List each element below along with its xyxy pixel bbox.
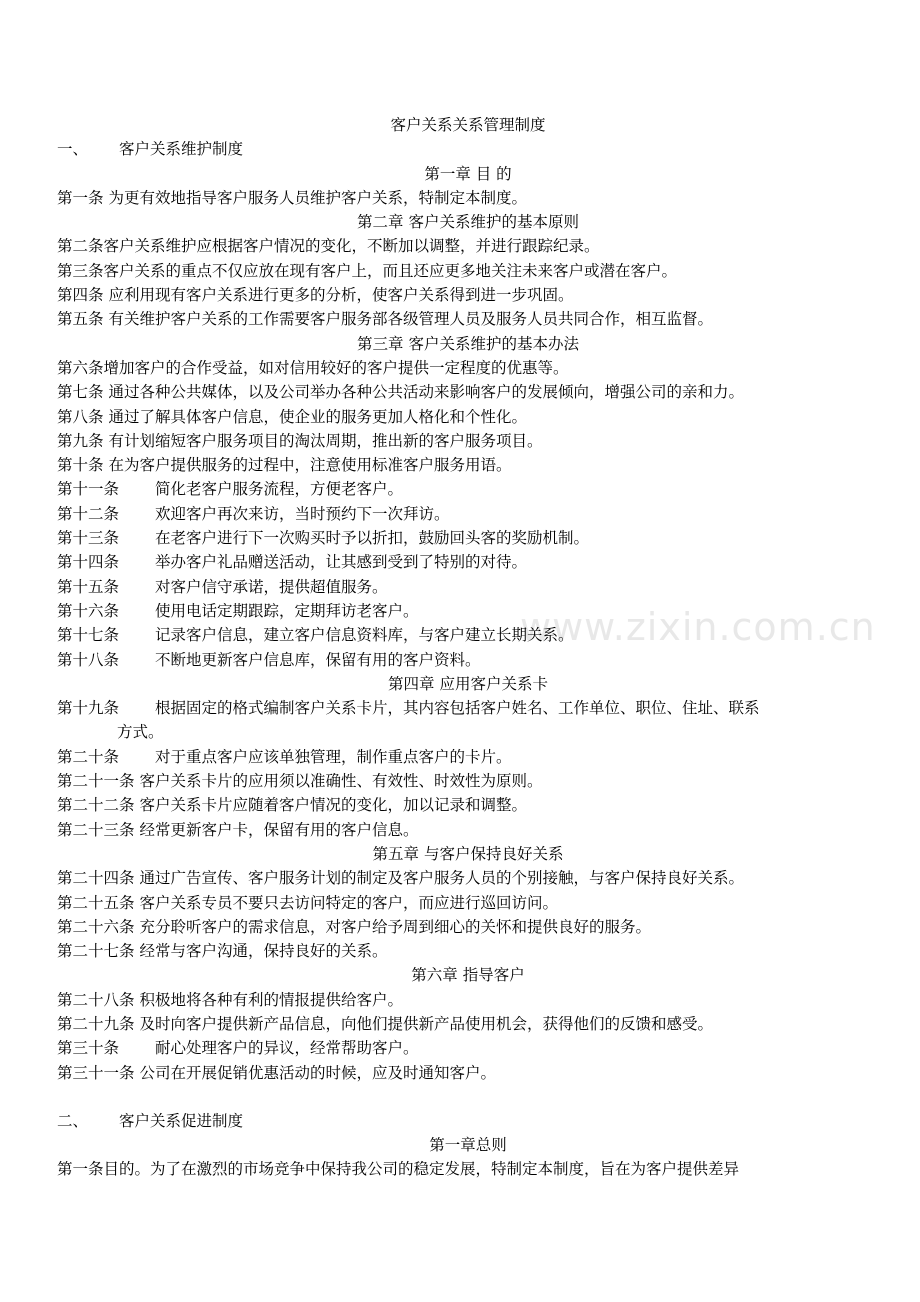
article-number: 第六条 bbox=[57, 358, 104, 377]
article-text: 欢迎客户再次来访，当时预约下一次拜访。 bbox=[155, 504, 450, 523]
article-text: 及时向客户提供新产品信息，向他们提供新产品使用机会，获得他们的反馈和感受。 bbox=[139, 1014, 713, 1033]
article bbox=[57, 793, 879, 817]
article-number: 第七条 bbox=[57, 383, 104, 402]
article-text: 通过广告宣传、客户服务计划的制定及客户服务人员的个别接触，与客户保持良好关系。 bbox=[139, 869, 744, 888]
section-heading bbox=[57, 1109, 879, 1133]
article bbox=[57, 186, 879, 210]
article-text: 客户关系的重点不仅应放在现有客户上，而且还应更多地关注未来客户或潜在客户。 bbox=[103, 261, 678, 280]
article-text: 对于重点客户应该单独管理，制作重点客户的卡片。 bbox=[155, 747, 512, 766]
article bbox=[57, 1061, 879, 1085]
article-number: 第二十八条 bbox=[57, 990, 135, 1009]
article-text: 积极地将各种有利的情报提供给客户。 bbox=[139, 990, 403, 1009]
article bbox=[57, 745, 879, 769]
article-number: 第十五条 bbox=[57, 577, 120, 596]
article-number: 第十二条 bbox=[57, 504, 120, 523]
article bbox=[57, 599, 879, 623]
article bbox=[57, 1157, 879, 1181]
article bbox=[57, 623, 879, 647]
article-text: 不断地更新客户信息库，保留有用的客户资料。 bbox=[155, 650, 481, 669]
article-number: 第三条 bbox=[57, 261, 104, 280]
article bbox=[57, 429, 879, 453]
article-text: 简化老客户服务流程，方便老客户。 bbox=[155, 480, 404, 499]
article-number: 第二条 bbox=[57, 237, 104, 256]
article-number: 第十九条 bbox=[57, 699, 120, 718]
chapter-heading: 第一章总则 bbox=[429, 1136, 507, 1155]
article bbox=[57, 477, 879, 501]
article-text: 应利用现有客户关系进行更多的分析，使客户关系得到进一步巩固。 bbox=[108, 286, 574, 305]
article-text: 公司在开展促销优惠活动的时候，应及时通知客户。 bbox=[139, 1063, 496, 1082]
article-text: 充分聆听客户的需求信息，对客户给予周到细心的关怀和提供良好的服务。 bbox=[139, 917, 651, 936]
article bbox=[57, 307, 879, 331]
article-number: 第一条 bbox=[57, 1160, 104, 1179]
article bbox=[57, 1036, 879, 1060]
article bbox=[57, 866, 879, 890]
article-number: 第二十四条 bbox=[57, 869, 135, 888]
article-number: 第十八条 bbox=[57, 650, 120, 669]
article-number: 第二十一条 bbox=[57, 772, 135, 791]
article-text: 通过了解具体客户信息，使企业的服务更加人格化和个性化。 bbox=[108, 407, 527, 426]
document-body bbox=[57, 113, 879, 1182]
section-number: 一、 bbox=[57, 140, 89, 159]
article bbox=[57, 502, 879, 526]
article-text: 客户关系维护应根据客户情况的变化，不断加以调整，并进行跟踪纪录。 bbox=[103, 237, 600, 256]
chapter-heading: 第一章 目 的 bbox=[424, 164, 512, 183]
article bbox=[57, 405, 879, 429]
article-number: 第四条 bbox=[57, 286, 104, 305]
article bbox=[57, 283, 879, 307]
document-title: 客户关系关系管理制度 bbox=[390, 116, 546, 134]
article bbox=[57, 988, 879, 1012]
article-text: 增加客户的合作受益，如对信用较好的客户提供一定程度的优惠等。 bbox=[103, 358, 569, 377]
article bbox=[57, 234, 879, 258]
chapter-heading: 第三章 客户关系维护的基本办法 bbox=[357, 334, 579, 353]
article bbox=[57, 696, 879, 720]
watermark: www.zixin.com.cn bbox=[520, 605, 876, 649]
article-text: 客户关系卡片的应用须以准确性、有效性、时效性为原则。 bbox=[139, 772, 543, 791]
article bbox=[57, 259, 879, 283]
article-text: 耐心处理客户的异议，经常帮助客户。 bbox=[155, 1039, 419, 1058]
article-text: 经常更新客户卡，保留有用的客户信息。 bbox=[139, 820, 419, 839]
chapter-heading: 第二章 客户关系维护的基本原则 bbox=[357, 213, 579, 232]
article-number: 第二十三条 bbox=[57, 820, 135, 839]
article bbox=[57, 915, 879, 939]
section-title: 客户关系维护制度 bbox=[119, 140, 244, 159]
article-number: 第二十条 bbox=[57, 747, 120, 766]
article-number: 第二十二条 bbox=[57, 796, 135, 815]
article-number: 第八条 bbox=[57, 407, 104, 426]
article bbox=[57, 891, 879, 915]
article bbox=[57, 526, 879, 550]
article-text: 客户关系卡片应随着客户情况的变化，加以记录和调整。 bbox=[139, 796, 527, 815]
article-text: 有关维护客户关系的工作需要客户服务部各级管理人员及服务人员共同合作，相互监督。 bbox=[108, 310, 713, 329]
article-number: 第五条 bbox=[57, 310, 104, 329]
article-number: 第十一条 bbox=[57, 480, 120, 499]
article-number: 第三十一条 bbox=[57, 1063, 135, 1082]
article-number: 第二十七条 bbox=[57, 942, 135, 961]
article-text: 目的。为了在激烈的市场竞争中保持我公司的稳定发展，特制定本制度，旨在为客户提供差异 bbox=[103, 1160, 740, 1179]
article-number: 第十条 bbox=[57, 456, 104, 475]
chapter-heading: 第六章 指导客户 bbox=[411, 966, 525, 985]
section-heading bbox=[57, 137, 879, 161]
article-text: 通过各种公共媒体，以及公司举办各种公共活动来影响客户的发展倾向，增强公司的亲和力。 bbox=[108, 383, 744, 402]
article bbox=[57, 575, 879, 599]
article-number: 第二十九条 bbox=[57, 1014, 135, 1033]
section-title: 客户关系促进制度 bbox=[119, 1111, 244, 1130]
article-text: 记录客户信息，建立客户信息资料库，与客户建立长期关系。 bbox=[155, 626, 574, 645]
article-text: 经常与客户沟通，保持良好的关系。 bbox=[139, 942, 388, 961]
article-text: 为更有效地指导客户服务人员维护客户关系，特制定本制度。 bbox=[108, 188, 527, 207]
spacer bbox=[57, 1085, 879, 1109]
chapter-heading: 第四章 应用客户关系卡 bbox=[388, 674, 548, 693]
article-number: 第二十六条 bbox=[57, 917, 135, 936]
article-text: 有计划缩短客户服务项目的淘汰周期，推出新的客户服务项目。 bbox=[108, 431, 543, 450]
article bbox=[57, 648, 879, 672]
article-text: 举办客户礼品赠送活动，让其感到受到了特别的对待。 bbox=[155, 553, 528, 572]
article-number: 第一条 bbox=[57, 188, 104, 207]
article bbox=[57, 818, 879, 842]
article-text: 在老客户进行下一次购买时予以折扣，鼓励回头客的奖励机制。 bbox=[155, 529, 590, 548]
article-number: 第九条 bbox=[57, 431, 104, 450]
article-continuation: 方式。 bbox=[117, 723, 164, 742]
article-text: 在为客户提供服务的过程中，注意使用标准客户服务用语。 bbox=[108, 456, 512, 475]
article-number: 第二十五条 bbox=[57, 893, 135, 912]
article bbox=[57, 939, 879, 963]
article-number: 第十四条 bbox=[57, 553, 120, 572]
article-number: 第十六条 bbox=[57, 601, 120, 620]
article-text: 客户关系专员不要只去访问特定的客户，而应进行巡回访问。 bbox=[139, 893, 558, 912]
section-number: 二、 bbox=[57, 1111, 89, 1130]
article-number: 第十三条 bbox=[57, 529, 120, 548]
article bbox=[57, 356, 879, 380]
article bbox=[57, 453, 879, 477]
article-text: 使用电话定期跟踪，定期拜访老客户。 bbox=[155, 601, 419, 620]
article-number: 第三十条 bbox=[57, 1039, 120, 1058]
article-number: 第十七条 bbox=[57, 626, 120, 645]
article bbox=[57, 380, 879, 404]
article bbox=[57, 769, 879, 793]
article-text: 对客户信守承诺，提供超值服务。 bbox=[155, 577, 388, 596]
article bbox=[57, 550, 879, 574]
chapter-heading: 第五章 与客户保持良好关系 bbox=[372, 844, 564, 863]
article-text: 根据固定的格式编制客户关系卡片，其内容包括客户姓名、工作单位、职位、住址、联系 bbox=[155, 699, 760, 718]
article bbox=[57, 1012, 879, 1036]
